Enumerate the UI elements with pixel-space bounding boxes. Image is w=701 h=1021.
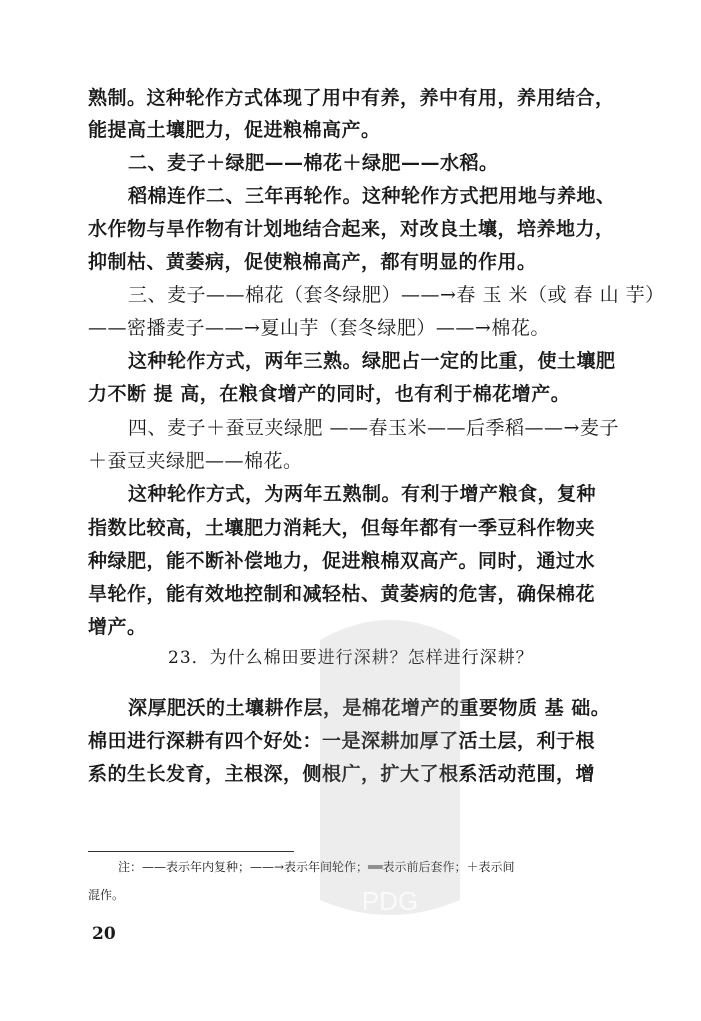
rotation-item-3-cont: ——密播麦子——→夏山芋（套冬绿肥）——→棉花。 bbox=[88, 317, 550, 339]
watermark-text: PDG bbox=[361, 886, 419, 916]
footnote-line-1: 注：——表示年内复种；——→表示年间轮作；══表示前后套作；＋表示间 bbox=[118, 860, 515, 874]
body-line-16: 旱轮作，能有效地控制和减轻枯、黄萎病的危害，确保棉花 bbox=[88, 583, 596, 605]
body-line-14: 指数比较高，土壤肥力消耗大，但每年都有一季豆科作物夹 bbox=[88, 517, 596, 539]
rotation-item-3: 三、麦子——棉花（套冬绿肥）——→春 玉 米（或 春 山 芋） bbox=[128, 284, 665, 306]
footnote-rule bbox=[88, 851, 294, 852]
body-line-13: 这种轮作方式，为两年五熟制。有利于增产粮食，复种 bbox=[128, 483, 597, 505]
section-line-2: 棉田进行深耕有四个好处：一是深耕加厚了活土层，利于根 bbox=[88, 730, 596, 752]
section-line-1: 深厚肥沃的土壤耕作层，是棉花增产的重要物质 基 础。 bbox=[128, 697, 611, 719]
footnote-line-2: 混作。 bbox=[88, 888, 125, 902]
body-line-15: 种绿肥，能不断补偿地力，促进粮棉双高产。同时，通过水 bbox=[88, 550, 596, 572]
body-line-17: 增产。 bbox=[88, 616, 147, 638]
body-line-1: 熟制。这种轮作方式体现了用中有养，养中有用，养用结合， bbox=[88, 87, 615, 109]
body-line-2: 能提高土壤肥力，促进粮棉高产。 bbox=[88, 119, 381, 141]
body-line-5: 水作物与旱作物有计划地结合起来，对改良土壤，培养地力， bbox=[88, 218, 615, 240]
body-line-4: 稻棉连作二、三年再轮作。这种轮作方式把用地与养地、 bbox=[128, 185, 616, 207]
body-line-9: 这种轮作方式，两年三熟。绿肥占一定的比重，使土壤肥 bbox=[128, 350, 616, 372]
section-heading: 23．为什么棉田要进行深耕？怎样进行深耕？ bbox=[168, 648, 534, 668]
body-line-10: 力不断 提 高，在粮食增产的同时，也有利于棉花增产。 bbox=[88, 383, 571, 405]
rotation-item-4-cont: ＋蚕豆夹绿肥——棉花。 bbox=[88, 450, 303, 472]
rotation-item-2: 二、麦子＋绿肥——棉花＋绿肥——水稻。 bbox=[128, 152, 499, 174]
page-number: 20 bbox=[92, 924, 116, 944]
body-line-6: 抑制枯、黄萎病，促使粮棉高产，都有明显的作用。 bbox=[88, 251, 537, 273]
rotation-item-4: 四、麦子＋蚕豆夹绿肥 ——春玉米——后季稻——→麦子 bbox=[128, 417, 619, 439]
section-line-3: 系的生长发育，主根深，侧根广，扩大了根系活动范围，增 bbox=[88, 763, 596, 785]
